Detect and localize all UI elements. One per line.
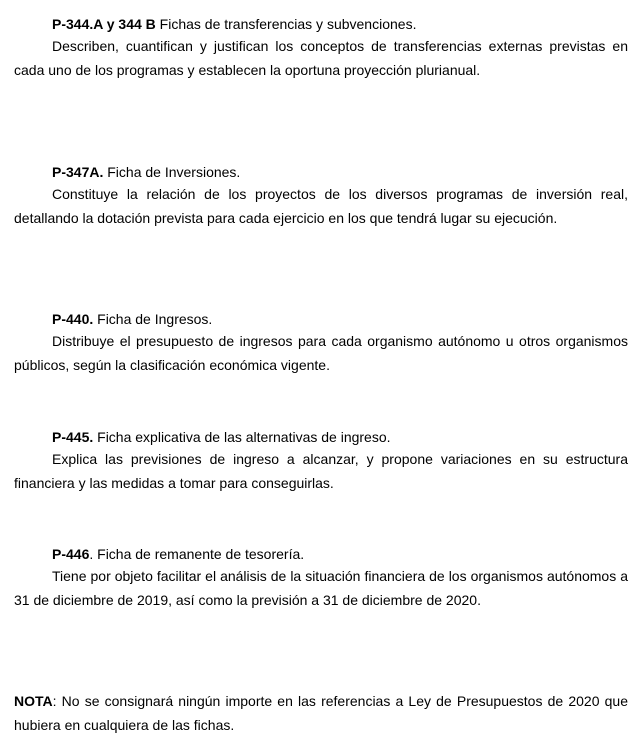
section-code: P-347A. bbox=[52, 164, 104, 180]
section-heading bbox=[14, 309, 628, 329]
section-description: Tiene por objeto facilitar el análisis de la situación financiera de los organismos autónomos a 31 de diciembre de 2019, así como la previsión a 31 de diciembre de 2020. bbox=[14, 568, 628, 608]
section-code: P-446 bbox=[52, 546, 90, 562]
section-heading bbox=[14, 14, 628, 34]
section-title: Ficha explicativa de las alternativas de ingreso. bbox=[93, 429, 391, 445]
section-title: Fichas de transferencias y subvenciones. bbox=[155, 16, 417, 32]
nota-paragraph bbox=[14, 689, 628, 737]
section-description: Distribuye el presupuesto de ingresos para cada organismo autónomo u otros organismos públicos, según la clasificación económica vigente. bbox=[14, 333, 628, 373]
section-heading bbox=[14, 544, 628, 564]
section-heading bbox=[14, 427, 628, 447]
nota-label: NOTA bbox=[14, 693, 53, 709]
section-p344 bbox=[14, 14, 628, 82]
section-p347a bbox=[14, 162, 628, 230]
section-code: P-344.A y 344 B bbox=[52, 16, 156, 32]
section-code: P-440. bbox=[52, 311, 94, 327]
section-title: . Ficha de remanente de tesorería. bbox=[89, 546, 305, 562]
section-heading bbox=[14, 162, 628, 182]
section-p445 bbox=[14, 427, 628, 495]
section-title: Ficha de Inversiones. bbox=[103, 164, 241, 180]
section-title: Ficha de Ingresos. bbox=[93, 311, 213, 327]
section-code: P-445. bbox=[52, 429, 94, 445]
section-p446 bbox=[14, 544, 628, 612]
section-description: Constituye la relación de los proyectos de los diversos programas de inversión real, detallando la dotación prevista para cada ejercicio en los que tendrá lugar su ejecución. bbox=[14, 186, 628, 226]
section-description: Explica las previsiones de ingreso a alcanzar, y propone variaciones en su estructura financiera y las medidas a tomar para conseguirlas. bbox=[14, 451, 628, 491]
nota-text: : No se consignará ningún importe en las referencias a Ley de Presupuestos de 2020 que hubiera en cualquiera de las fichas. bbox=[14, 693, 628, 733]
section-description: Describen, cuantifican y justifican los conceptos de transferencias externas previstas en cada uno de los programas y establecen la oportuna proyección plurianual. bbox=[14, 38, 628, 78]
section-p440 bbox=[14, 309, 628, 377]
